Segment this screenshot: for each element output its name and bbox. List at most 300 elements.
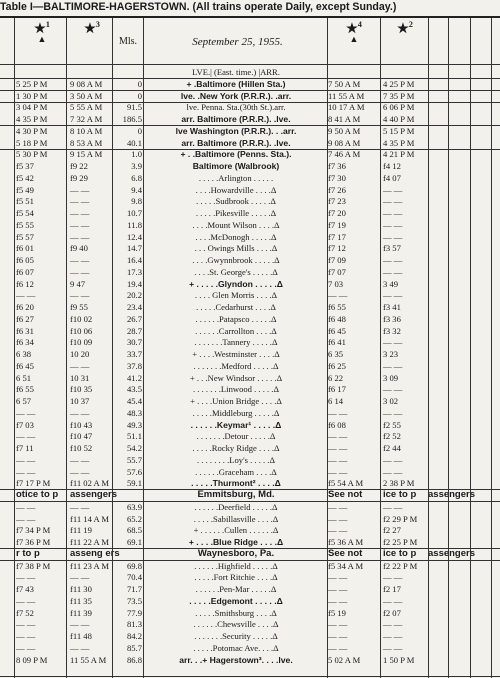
table-row — [0, 102, 500, 112]
miles-value: 9.4 — [131, 185, 142, 195]
table-row — [0, 185, 500, 195]
header-train-2 — [383, 18, 427, 64]
station-name: . . . . .Edgemont . . . . .Δ — [189, 596, 283, 606]
header-miles: Mls. — [118, 36, 138, 47]
train-4-time: f6 55 — [328, 302, 346, 312]
miles-value: 65.2 — [126, 514, 142, 524]
miles-value: 70.4 — [126, 572, 142, 582]
train-2-time: 3 02 — [383, 396, 399, 406]
star-icon: ★$^1$ — [34, 20, 50, 36]
station-name: + . . . . . .Cullen . . . . . .Δ — [193, 525, 279, 535]
train-4-time: f5 54 A M — [328, 478, 364, 488]
station-name: + . . . .Union Bridge . . . .Δ — [190, 396, 282, 406]
train-2-time: — — — [383, 267, 403, 277]
station-name: . . . . .Potomac Ave. . . .Δ — [193, 643, 279, 653]
train-3-time: f11 30 — [70, 584, 92, 594]
train-3-time: f10 52 — [70, 443, 93, 453]
train-2-time: f3 32 — [383, 326, 401, 336]
title-note: (All trains operate Daily, except Sunday.) — [192, 1, 397, 13]
train-3-time: 9 15 A M — [70, 149, 103, 159]
train-4-time: — — — [328, 525, 348, 535]
station-name: Baltimore (Walbrook) — [192, 161, 280, 171]
train-2-time: — — — [383, 384, 403, 394]
col-divider — [428, 18, 429, 678]
train-2-time: 4 25 P M — [383, 79, 415, 89]
table-row — [0, 114, 500, 124]
train-3-time: f9 55 — [70, 302, 88, 312]
train-1-time: f7 38 P M — [16, 561, 51, 571]
train-2-time: f2 29 P M — [383, 514, 418, 524]
train-2-time: f2 22 P M — [383, 561, 418, 571]
train-1-time: — — — [16, 408, 36, 418]
station-name: Emmitsburg, Md. — [197, 489, 275, 500]
train-3-time: 10 31 — [70, 373, 90, 383]
notice-tail: assengers — [428, 489, 476, 500]
train-1-time: f7 43 — [16, 584, 34, 594]
train-3-time: — — — [70, 267, 90, 277]
train-2-time: — — — [383, 185, 403, 195]
miles-value: 55.7 — [126, 455, 142, 465]
train-1-time: f6 31 — [16, 326, 34, 336]
table-row — [0, 420, 500, 430]
train-4-time: — — — [328, 290, 348, 300]
train-3-time: — — — [70, 361, 90, 371]
triangle-icon: ▲ — [37, 34, 47, 45]
train-4-time: 11 55 A M — [328, 91, 365, 101]
station-name: lve. Penna. Sta.(30th St.).arr. — [186, 102, 286, 112]
triangle-icon: ▲ — [349, 34, 359, 45]
miles-value: 186.5 — [122, 114, 142, 124]
train-1-time: f5 49 — [16, 185, 34, 195]
table-row — [0, 490, 500, 500]
train-1-time: 5 18 P M — [16, 138, 48, 148]
train-4-time: 9 08 A M — [328, 138, 361, 148]
station-name: . . . . .Pikesville . . . . .Δ — [195, 208, 277, 218]
table-row — [0, 67, 500, 77]
station-name: + . . . .Blue Ridge . . . .Δ — [188, 537, 284, 547]
miles-value: 37.8 — [126, 361, 142, 371]
train-1-time: f6 05 — [16, 255, 34, 265]
miles-value: 59.1 — [126, 478, 142, 488]
station-name: + . . .New Windsor . . . . .Δ — [189, 373, 283, 383]
train-2-time: f2 27 — [383, 525, 401, 535]
table-row — [0, 149, 500, 159]
train-2-time: f2 55 — [383, 420, 401, 430]
station-name: + . . . . .Glyndon . . . . .Δ — [189, 279, 283, 289]
miles-value: 28.7 — [126, 326, 142, 336]
train-4-time: — — — [328, 572, 348, 582]
station-name: arr. . .+ Hagerstown³. . . .lve. — [179, 655, 293, 665]
train-1-time: f7 17 P M — [16, 478, 51, 488]
train-4-time: — — — [328, 619, 348, 629]
miles-value: 26.7 — [126, 314, 142, 324]
station-name: Waynesboro, Pa. — [197, 548, 275, 559]
table-row — [0, 431, 500, 441]
station-name: . . . . . . .Security . . . . .Δ — [194, 631, 278, 641]
train-4-time: f6 48 — [328, 314, 346, 324]
train-3-time: f10 09 — [70, 337, 93, 347]
station-name: . . . . . . .Medford . . . . .Δ — [193, 361, 279, 371]
train-1-time: — — — [16, 643, 36, 653]
train-2-time: f2 17 — [383, 584, 401, 594]
header-train-4 — [330, 18, 378, 64]
table-row — [0, 337, 500, 347]
miles-value: 86.8 — [126, 655, 142, 665]
table-row — [0, 279, 500, 289]
train-4-time: 9 50 A M — [328, 126, 361, 136]
miles-value: 69.8 — [126, 561, 142, 571]
train-4-time: — — — [328, 443, 348, 453]
train-2-time: f4 12 — [383, 161, 401, 171]
miles-value: 43.5 — [126, 384, 142, 394]
miles-value: 6.8 — [131, 173, 142, 183]
station-name: . . . . . .Keymar¹ . . . . .Δ — [190, 420, 282, 430]
train-1-time: — — — [16, 455, 36, 465]
miles-value: 48.3 — [126, 408, 142, 418]
station-name: . . . . Glen Morris . . . .Δ — [194, 290, 278, 300]
train-3-time: f11 02 A M — [70, 478, 110, 488]
train-3-time: f11 22 A M — [70, 537, 110, 547]
table-row — [0, 79, 500, 89]
train-1-time: f6 20 — [16, 302, 34, 312]
miles-value: 0 — [137, 91, 142, 101]
train-1-time: f5 55 — [16, 220, 34, 230]
train-2-time: 2 38 P M — [383, 478, 415, 488]
station-name: . . . . .Sudbrook . . . . .Δ — [196, 196, 276, 206]
train-2-time: 4 35 P M — [383, 138, 415, 148]
miles-value: 0 — [137, 79, 142, 89]
header-train-1 — [22, 18, 62, 64]
train-3-time: f9 29 — [70, 173, 88, 183]
col-divider — [143, 18, 144, 678]
train-3-time: f10 47 — [70, 431, 93, 441]
train-2-time: — — — [383, 467, 403, 477]
train-1-time: 6 38 — [16, 349, 32, 359]
station-name: . . . . .Thurmont² . . . .Δ — [191, 478, 281, 488]
rule-bottom — [0, 676, 500, 677]
table-row — [0, 643, 500, 653]
table-row — [0, 537, 500, 547]
train-3-time: f11 48 — [70, 631, 92, 641]
table-row — [0, 126, 500, 136]
table-row — [0, 138, 500, 148]
notice-tail: assengers — [428, 548, 476, 559]
station-name: . . . . . .Chewsville . . . .Δ — [193, 619, 279, 629]
table-row — [0, 455, 500, 465]
miles-value: 1.0 — [131, 149, 142, 159]
train-4-time: — — — [328, 584, 348, 594]
train-4-time: — — — [328, 502, 348, 512]
train-1-time: — — — [16, 596, 36, 606]
table-row — [0, 631, 500, 641]
train-2-time: 7 35 P M — [383, 91, 415, 101]
table-row — [0, 584, 500, 594]
station-name: . . . Owings Mills . . . .Δ — [194, 243, 278, 253]
table-row — [0, 243, 500, 253]
train-3-time: — — — [70, 572, 90, 582]
miles-value: 10.7 — [126, 208, 142, 218]
train-2-time: — — — [383, 208, 403, 218]
train-1-time: f6 12 — [16, 279, 34, 289]
train-4-time: — — — [328, 596, 348, 606]
train-2-time: — — — [383, 255, 403, 265]
train-3-time: f10 43 — [70, 420, 93, 430]
train-3-time: 7 32 A M — [70, 114, 103, 124]
miles-value: 85.7 — [126, 643, 142, 653]
table-row — [0, 326, 500, 336]
train-4-time: — — — [328, 408, 348, 418]
train-1-time: — — — [16, 502, 36, 512]
train-2-time: 1 50 P M — [383, 655, 415, 665]
station-name: . . . .Mount Wilson . . . .Δ — [192, 220, 280, 230]
train-2-time: f4 07 — [383, 173, 401, 183]
train-2-time: f2 25 P M — [383, 537, 418, 547]
train-3-time: 5 55 A M — [70, 102, 103, 112]
station-name: . . . . . .Highfield . . . . .Δ — [194, 561, 278, 571]
train-3-time: f10 35 — [70, 384, 93, 394]
train-2-time: — — — [383, 572, 403, 582]
miles-value: 77.9 — [126, 608, 142, 618]
station-name: + .Baltimore (Hillen Sta.) — [186, 79, 286, 89]
table-row — [0, 290, 500, 300]
train-1-time: f6 45 — [16, 361, 34, 371]
star-icon: ★$^2$ — [397, 20, 413, 36]
table-row — [0, 467, 500, 477]
train-4-time: f6 17 — [328, 384, 346, 394]
miles-value: 9.8 — [131, 196, 142, 206]
header-date: September 25, 1955. — [192, 36, 283, 48]
station-name: . . . . . .Patapsco . . . . .Δ — [195, 314, 277, 324]
train-4-time: f5 36 A M — [328, 537, 364, 547]
station-name: . . . . .Smithsburg . . . .Δ — [195, 608, 277, 618]
station-name: arr. Baltimore (P.R.R.). .lve. — [181, 138, 291, 148]
miles-value: 14.7 — [126, 243, 142, 253]
train-4-time: 7 03 — [328, 279, 344, 289]
train-4-time: f7 30 — [328, 173, 346, 183]
table-row — [0, 208, 500, 218]
train-4-time: — — — [328, 514, 348, 524]
train-1-time: — — — [16, 467, 36, 477]
train-4-time: f7 23 — [328, 196, 346, 206]
train-1-time: 8 09 P M — [16, 655, 48, 665]
miles-value: 0 — [137, 126, 142, 136]
miles-value: 30.7 — [126, 337, 142, 347]
miles-value: 49.3 — [126, 420, 142, 430]
col-divider — [66, 18, 67, 678]
train-4-time: 6 35 — [328, 349, 344, 359]
train-3-time: 10 20 — [70, 349, 90, 359]
train-1-time: f5 37 — [16, 161, 34, 171]
train-1-time: f7 03 — [16, 420, 34, 430]
miles-value: 81.3 — [126, 619, 142, 629]
train-3-time: — — — [70, 185, 90, 195]
train-4-time: — — — [328, 643, 348, 653]
train-2-time: — — — [383, 619, 403, 629]
station-name: . . . .St. George's . . . . .Δ — [194, 267, 278, 277]
col-divider — [112, 18, 113, 678]
train-1-time: f7 34 P M — [16, 525, 51, 535]
station-name: . . . . .Middleburg . . . . .Δ — [192, 408, 280, 418]
train-2-time: 6 06 P M — [383, 102, 415, 112]
train-3-time: f11 23 A M — [70, 561, 110, 571]
train-1-time: f6 55 — [16, 384, 34, 394]
header-train-3 — [72, 18, 112, 64]
train-3-time: — — — [70, 196, 90, 206]
train-3-time: f11 39 — [70, 608, 92, 618]
train-1-time: — — — [16, 631, 36, 641]
train-1-time: f5 57 — [16, 232, 34, 242]
table-row — [0, 255, 500, 265]
station-name: . . . . .Rocky Ridge . . . .Δ — [192, 443, 280, 453]
train-2-time: f2 52 — [383, 431, 401, 441]
train-4-time: f6 25 — [328, 361, 346, 371]
miles-value: 3.9 — [131, 161, 142, 171]
train-3-time: — — — [70, 455, 90, 465]
train-4-time: f5 34 A M — [328, 561, 364, 571]
train-1-time: f5 51 — [16, 196, 34, 206]
table-row — [0, 396, 500, 406]
miles-value: 63.9 — [126, 502, 142, 512]
train-1-time: f7 36 P M — [16, 537, 51, 547]
station-name: lve. .New York (P.R.R.). .arr. — [180, 91, 292, 101]
train-2-time: f3 57 — [383, 243, 401, 253]
station-name: . . . . . .Carrollton . . . .Δ — [195, 326, 277, 336]
train-1-time: 4 35 P M — [16, 114, 48, 124]
train-3-time: f10 06 — [70, 326, 93, 336]
station-name: . . . . . .Deerfield . . . . .Δ — [194, 502, 278, 512]
col-divider — [470, 18, 471, 678]
train-2-time: — — — [383, 408, 403, 418]
table-row — [0, 384, 500, 394]
station-name: arr. Baltimore (P.R.R.). .lve. — [181, 114, 291, 124]
miles-value: 11.8 — [127, 220, 142, 230]
table-row — [0, 608, 500, 618]
train-1-time: 1 30 P M — [16, 91, 48, 101]
train-2-time: — — — [383, 643, 403, 653]
train-3-time: 8 10 A M — [70, 126, 103, 136]
train-1-time: f6 07 — [16, 267, 34, 277]
station-name: . . . . .Cedarhurst . . . .Δ — [196, 302, 276, 312]
train-4-time: 7 46 A M — [328, 149, 361, 159]
train-1-time: f7 11 — [16, 443, 34, 453]
station-name: . . . . .Sabillasville . . . .Δ — [193, 514, 279, 524]
train-2-time: — — — [383, 596, 403, 606]
train-1-time: 6 57 — [16, 396, 32, 406]
miles-value: 57.6 — [126, 467, 142, 477]
train-3-time: f11 14 A M — [70, 514, 110, 524]
train-3-time: — — — [70, 255, 90, 265]
train-3-time: 11 55 A M — [70, 655, 107, 665]
col-divider — [380, 18, 381, 678]
train-3-time: — — — [70, 619, 90, 629]
station-name: . . . . . .Graceham . . . .Δ — [195, 467, 277, 477]
train-1-time: 5 30 P M — [16, 149, 48, 159]
station-name: . . . .Gwynnbrook . . . . .Δ — [192, 255, 280, 265]
train-4-time: 7 50 A M — [328, 79, 361, 89]
train-2-time: f2 07 — [383, 608, 401, 618]
table-row — [0, 196, 500, 206]
train-4-time: — — — [328, 431, 348, 441]
train-2-time: 4 21 P M — [383, 149, 415, 159]
miles-value: 51.1 — [126, 431, 142, 441]
train-2-time: — — — [383, 361, 403, 371]
train-4-time: f6 08 — [328, 420, 346, 430]
train-2-time: 3 23 — [383, 349, 399, 359]
table-row — [0, 549, 500, 559]
train-2-time: — — — [383, 502, 403, 512]
miles-value: 33.7 — [126, 349, 142, 359]
star-icon: ★$^3$ — [84, 20, 100, 36]
train-3-time: — — — [70, 408, 90, 418]
train-3-time: asseng ers — [70, 548, 120, 559]
train-3-time: 9 47 — [70, 279, 86, 289]
train-2-time: 5 15 P M — [383, 126, 415, 136]
table-row — [0, 478, 500, 488]
train-4-time: f7 36 — [328, 161, 346, 171]
star-icon: ★$^4$ — [346, 20, 362, 36]
train-3-time: 3 50 A M — [70, 91, 103, 101]
train-3-time: — — — [70, 643, 90, 653]
train-2-time: — — — [383, 196, 403, 206]
train-1-time: f7 52 — [16, 608, 34, 618]
train-1-time: 6 51 — [16, 373, 32, 383]
miles-value: 40.1 — [126, 138, 142, 148]
station-name: . . . .McDonogh . . . . .Δ — [195, 232, 277, 242]
table-row — [0, 655, 500, 665]
table-row — [0, 314, 500, 324]
miles-value: 23.4 — [126, 302, 142, 312]
train-4-time: — — — [328, 467, 348, 477]
train-4-time: f6 41 — [328, 337, 346, 347]
table-row — [0, 373, 500, 383]
station-name: . . . . . . .Detour . . . . .Δ — [196, 431, 276, 441]
miles-value: 91.5 — [126, 102, 142, 112]
miles-value: 16.4 — [126, 255, 142, 265]
miles-value: 45.4 — [126, 396, 142, 406]
miles-value: 17.3 — [126, 267, 142, 277]
train-3-time: 9 08 A M — [70, 79, 103, 89]
train-1-time: 4 30 P M — [16, 126, 48, 136]
table-row — [0, 220, 500, 230]
train-1-time: — — — [16, 290, 36, 300]
train-2-time: — — — [383, 220, 403, 230]
train-4-time: f7 07 — [328, 267, 346, 277]
table-title — [0, 0, 500, 15]
table-row — [0, 408, 500, 418]
table-row — [0, 561, 500, 571]
train-1-time: f5 42 — [16, 173, 34, 183]
station-name: . . . .Howardville . . . .Δ — [195, 185, 277, 195]
train-4-time: f7 19 — [328, 220, 346, 230]
train-1-time: — — — [16, 572, 36, 582]
miles-value: 19.4 — [126, 279, 142, 289]
miles-value: 73.5 — [126, 596, 142, 606]
train-1-time: — — — [16, 431, 36, 441]
train-1-time: r to p — [16, 548, 40, 559]
table-row — [0, 173, 500, 183]
train-2-time: ice to p — [383, 548, 417, 559]
miles-value: 12.4 — [126, 232, 142, 242]
train-1-time: otice to p — [16, 489, 59, 500]
train-1-time: 3 04 P M — [16, 102, 48, 112]
train-3-time: — — — [70, 467, 90, 477]
train-4-time: 6 22 — [328, 373, 344, 383]
train-2-time: f3 41 — [383, 302, 401, 312]
train-2-time: 3 49 — [383, 279, 399, 289]
train-4-time: f5 19 — [328, 608, 346, 618]
train-3-time: 8 53 A M — [70, 138, 103, 148]
train-1-time: 5 25 P M — [16, 79, 48, 89]
